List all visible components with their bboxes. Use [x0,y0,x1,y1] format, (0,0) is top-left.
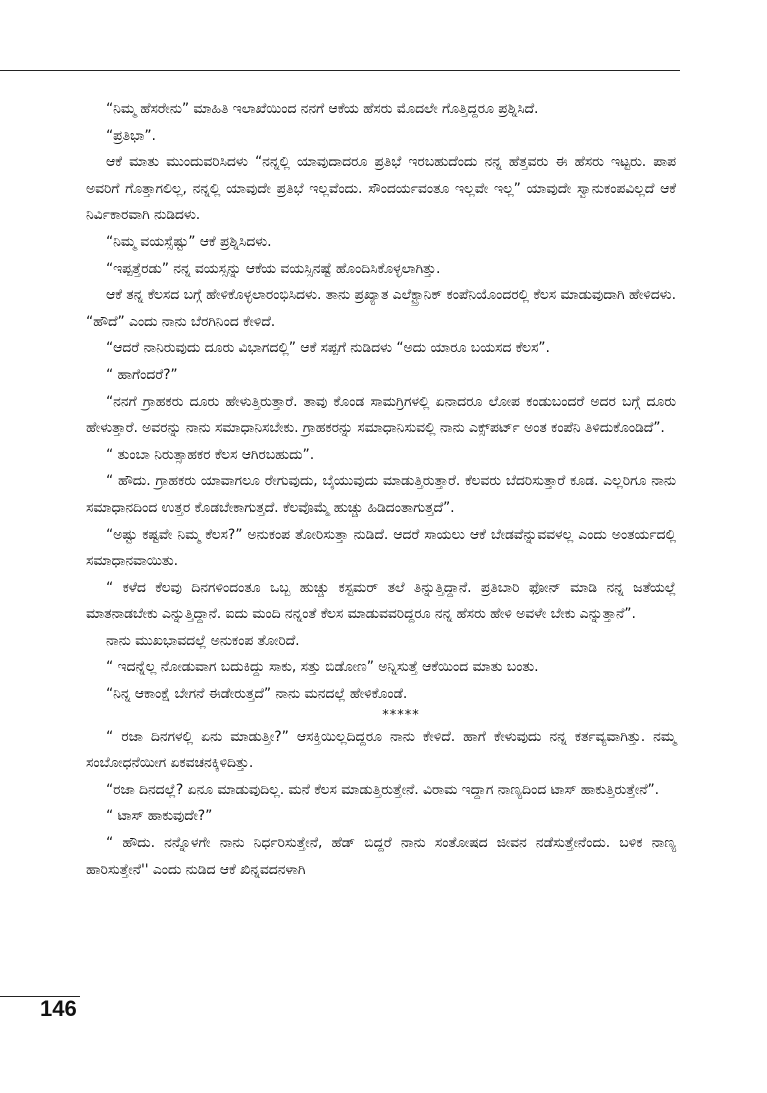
paragraph: ಆಕೆ ತನ್ನ ಕೆಲಸದ ಬಗ್ಗೆ ಹೇಳಿಕೊಳ್ಳಲಾರಂಭಿಸಿದಳು. ತಾನು ಪ್ರಖ್ಯಾತ ಎಲೆಕ್ಟ್ರಾನಿಕ್ ಕಂಪೆನಿಯೊಂದರಲ್ಲಿ ಕೆಲಸ ಮಾಡುವುದಾಗಿ ಹೇಳಿದಳು. “ಹೌದೆ” ಎಂದು ನಾನು ಬೆರಗಿನಿಂದ ಕೇಳಿದೆ. [86,287,676,330]
paragraph: “ ರಜಾ ದಿನಗಳಲ್ಲಿ ಏನು ಮಾಡುತ್ತೀ?” ಆಸಕ್ತಿಯಿಲ್ಲದಿದ್ದರೂ ನಾನು ಕೇಳಿದೆ. ಹಾಗೆ ಕೇಳುವುದು ನನ್ನ ಕರ್ತವ್ಯವಾಗಿತ್ತು. ನಮ್ಮ ಸಂಬೋಧನೆಯೀಗ ಏಕವಚನಕ್ಕಿಳಿದಿತ್ತು. [86,728,676,772]
paragraph: “ಆದರೆ ನಾನಿರುವುದು ದೂರು ವಿಭಾಗದಲ್ಲಿ” ಆಕೆ ಸಪ್ಪಗೆ ನುಡಿದಳು “ಅದು ಯಾರೂ ಬಯಸದ ಕೆಲಸ”. [106,340,550,357]
top-rule [0,70,680,71]
paragraph: “ರಜಾ ದಿನದಲ್ಲೆ? ಏನೂ ಮಾಡುವುದಿಲ್ಲ. ಮನೆ ಕೆಲಸ ಮಾಡುತ್ತಿರುತ್ತೇನೆ. ವಿರಾಮ ಇದ್ದಾಗ ನಾಣ್ಯದಿಂದ ಟಾಸ್ ಹಾಕುತ್ತಿರುತ್ತೇನೆ”. [106,781,660,798]
paragraph: “ಅಷ್ಟು ಕಷ್ಟವೇ ನಿಮ್ಮ ಕೆಲಸ?” ಅನುಕಂಪ ತೋರಿಸುತ್ತಾ ನುಡಿದೆ. ಆದರೆ ಸಾಯಲು ಆಕೆ ಬೇಡವೆನ್ನುವವಳಲ್ಲ ಎಂದು ಅಂತರ್ಯದಲ್ಲಿ ಸಮಾಧಾನವಾಯಿತು. [86,526,676,570]
paragraph: “ನನಗೆ ಗ್ರಾಹಕರು ದೂರು ಹೇಳುತ್ತಿರುತ್ತಾರೆ. ತಾವು ಕೊಂಡ ಸಾಮಗ್ರಿಗಳಲ್ಲಿ ಏನಾದರೂ ಲೋಪ ಕಂಡುಬಂದರೆ ಅದರ ಬಗ್ಗೆ ದೂರು ಹೇಳುತ್ತಾರೆ. ಅವರನ್ನು ನಾನು ಸಮಾಧಾನಿಸಬೇಕು. ಗ್ರಾಹಕರನ್ನು ಸಮಾಧಾನಿಸುವಲ್ಲಿ ನಾನು ಎಕ್ಸ್‌ಪರ್ಟ್ ಅಂತ ಕಂಪೆನಿ ತಿಳಿದುಕೊಂಡಿದೆ”. [86,393,676,437]
paragraph: ನಾನು ಮುಖಭಾವದಲ್ಲೆ ಅನುಕಂಪ ತೋರಿದೆ. [106,632,300,649]
paragraph: “ನಿನ್ನ ಆಕಾಂಕ್ಷೆ ಬೇಗನೆ ಈಡೇರುತ್ತದೆ” ನಾನು ಮನದಲ್ಲೆ ಹೇಳಿಕೊಂಡೆ. [106,686,408,703]
paragraph: “ನಿಮ್ಮ ಹೆಸರೇನು” ಮಾಹಿತಿ ಇಲಾಖೆಯಿಂದ ನನಗೆ ಆಕೆಯ ಹೆಸರು ಮೊದಲೇ ಗೊತ್ತಿದ್ದರೂ ಪ್ರಶ್ನಿಸಿದೆ. [106,101,539,117]
page-number: 146 [40,996,77,1021]
page-body [86,96,676,883]
paragraph: “ ಟಾಸ್ ಹಾಕುವುದೇ?” [106,808,213,825]
paragraph: “ಪ್ರತಿಭಾ”. [106,127,156,144]
paragraph: “ಇಪ್ಪತ್ತೆರಡು” ನನ್ನ ವಯಸ್ಸನ್ನು ಆಕೆಯ ವಯಸ್ಸಿನಷ್ಟೆ ಹೊಂದಿಸಿಕೊಳ್ಳಲಾಗಿತ್ತು. [106,260,441,277]
section-separator: ***** [382,707,420,723]
paragraph: “ ಹೌದು. ಗ್ರಾಹಕರು ಯಾವಾಗಲೂ ರೇಗುವುದು, ಬೈಯುವುದು ಮಾಡುತ್ತಿರುತ್ತಾರೆ. ಕೆಲವರು ಬೆದರಿಸುತ್ತಾರೆ ಕೂಡ. ಎಲ್ಲರಿಗೂ ನಾನು ಸಮಾಧಾನದಿಂದ ಉತ್ತರ ಕೊಡಬೇಕಾಗುತ್ತದೆ. ಕೆಲವೊಮ್ಮೆ ಹುಚ್ಚು ಹಿಡಿದಂತಾಗುತ್ತದೆ”. [86,473,676,516]
paragraph: “ ಹಾಗೆಂದರೆ?” [106,366,178,383]
paragraph: “ ಕಳೆದ ಕೆಲವು ದಿನಗಳಿಂದಂತೂ ಒಬ್ಬ ಹುಚ್ಚು ಕಸ್ಟಮರ್ ತಲೆ ತಿನ್ನುತ್ತಿದ್ದಾನೆ. ಪ್ರತಿಬಾರಿ ಫೋನ್ ಮಾಡಿ ನನ್ನ ಜತೆಯಲ್ಲೆ ಮಾತನಾಡಬೇಕು ಎನ್ನುತ್ತಿದ್ದಾನೆ. ಐದು ಮಂದಿ ನನ್ನಂತೆ ಕೆಲಸ ಮಾಡುವವರಿದ್ದರೂ ನನ್ನ ಹೆಸರು ಹೇಳಿ ಅವಳೇ ಬೇಕು ಎನ್ನುತ್ತಾನೆ”. [86,579,676,623]
paragraph: ಆಕೆ ಮಾತು ಮುಂದುವರಿಸಿದಳು “ನನ್ನಲ್ಲಿ ಯಾವುದಾದರೂ ಪ್ರತಿಭೆ ಇರಬಹುದೆಂದು ನನ್ನ ಹೆತ್ತವರು ಈ ಹೆಸರು ಇಟ್ಟರು. ಪಾಪ ಅವರಿಗೆ ಗೊತ್ತಾಗಲಿಲ್ಲ, ನನ್ನಲ್ಲಿ ಯಾವುದೇ ಪ್ರತಿಭೆ ಇಲ್ಲವೆಂದು. ಸೌಂದರ್ಯವಂತೂ ಇಲ್ಲವೇ ಇಲ್ಲ” ಯಾವುದೇ ಸ್ವಾನುಕಂಪವಿಲ್ಲದೆ ಆಕೆ ನಿರ್ವಿಕಾರವಾಗಿ ನುಡಿದಳು. [86,154,676,224]
paragraph: “ ತುಂಬಾ ನಿರುತ್ಸಾಹಕರ ಕೆಲಸ ಆಗಿರಬಹುದು”. [106,446,315,463]
paragraph: “ನಿಮ್ಮ ವಯಸ್ಸೆಷ್ಟು” ಆಕೆ ಪ್ರಶ್ನಿಸಿದಳು. [106,233,272,250]
paragraph: “ ಹೌದು. ನನ್ನೊಳಗೇ ನಾನು ನಿರ್ಧರಿಸುತ್ತೇನೆ, ಹೆಡ್ ಬಿದ್ದರೆ ನಾನು ಸಂತೋಷದ ಜೀವನ ನಡೆಸುತ್ತೇನೆಂದು. ಬಳಿಕ ನಾಣ್ಯ ಹಾರಿಸುತ್ತೇನೆ'' ಎಂದು ನುಡಿದ ಆಕೆ ಖಿನ್ನವದನಳಾಗಿ [86,835,676,878]
paragraph: “ ಇದನ್ನೆಲ್ಲ ನೋಡುವಾಗ ಬದುಕಿದ್ದು ಸಾಕು, ಸತ್ತು ಬಿಡೋಣ” ಅನ್ನಿಸುತ್ತೆ ಆಕೆಯಿಂದ ಮಾತು ಬಂತು. [106,659,539,676]
